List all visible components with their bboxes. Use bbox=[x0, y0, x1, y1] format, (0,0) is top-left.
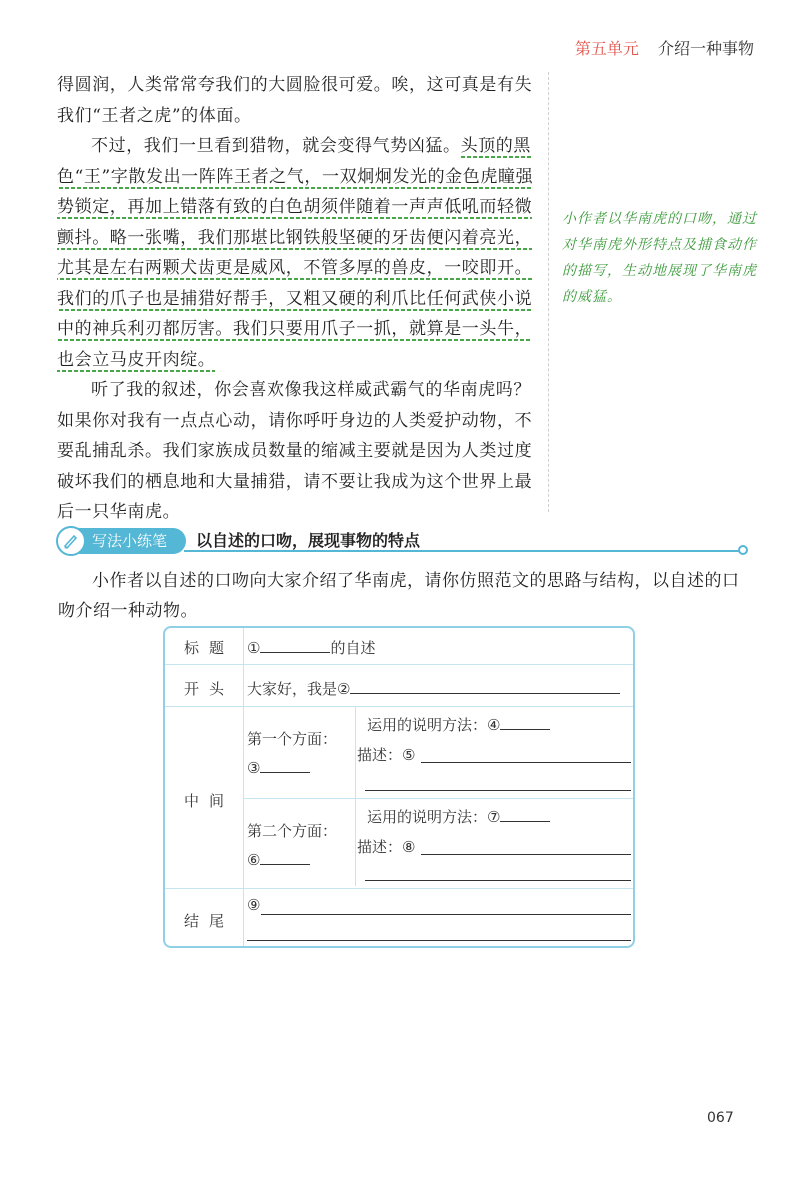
unit-label: 第五单元 bbox=[574, 39, 639, 58]
method-2-label: 运用的说明方法：⑦ bbox=[367, 808, 501, 826]
blank-number: ③ bbox=[247, 759, 261, 777]
blank-number: ① bbox=[247, 639, 261, 657]
paragraph-2-plain: 不过，我们一旦看到猎物，就会变得气势凶猛。 bbox=[91, 136, 461, 156]
ending-blank-2[interactable] bbox=[247, 940, 631, 941]
middle-row-label: 中间 bbox=[183, 792, 234, 810]
badge-label: 写法小练笔 bbox=[92, 532, 168, 550]
method-2-blank[interactable] bbox=[500, 807, 550, 822]
title-suffix: 的自述 bbox=[330, 639, 376, 657]
method-2-field bbox=[367, 806, 550, 827]
page-header bbox=[575, 36, 754, 59]
exercise-prompt bbox=[58, 566, 750, 626]
opening-row-label: 开头 bbox=[183, 680, 234, 698]
aspect-1-blank[interactable] bbox=[260, 758, 310, 773]
opening-blank[interactable] bbox=[350, 679, 620, 694]
pen-icon bbox=[56, 526, 86, 556]
section-heading bbox=[58, 528, 746, 554]
aspect-1-field bbox=[247, 758, 310, 777]
page-number: 067 bbox=[707, 1110, 734, 1126]
description-1-blank-2[interactable] bbox=[365, 790, 631, 791]
article-paragraph-1: 得圆润，人类常常夸我们的大圆脸很可爱。唉，这可真是有失我们“王者之虎”的体面。 bbox=[57, 75, 533, 126]
description-2-blank-2[interactable] bbox=[365, 880, 631, 881]
description-2-label: 描述：⑧ bbox=[357, 838, 416, 856]
title-row-label: 标题 bbox=[183, 639, 234, 657]
description-2-blank[interactable] bbox=[421, 854, 631, 855]
article-paragraph-3: 听了我的叙述，你会喜欢像我这样威武霸气的华南虎吗？如果你对我有一点点心动，请你呼吁身边的人类爱护动物，不要乱捕乱杀。我们家族成员数量的缩减主要就是因为人类过度破坏我们的栖息地和大量捕猎，请不要让我成为这个世界上最后一只华南虎。 bbox=[57, 380, 533, 522]
section-badge bbox=[58, 528, 186, 554]
unit-topic: 介绍一种事物 bbox=[657, 39, 754, 58]
writing-outline-table bbox=[163, 626, 635, 948]
row-divider bbox=[165, 888, 633, 889]
article-body bbox=[57, 70, 535, 528]
section-rule-end-dot bbox=[738, 545, 748, 555]
middle-column-divider bbox=[355, 706, 356, 886]
method-1-field bbox=[367, 714, 550, 735]
title-row-content bbox=[247, 637, 375, 658]
method-1-blank[interactable] bbox=[500, 715, 550, 730]
row-divider bbox=[165, 706, 633, 707]
aspect-2-blank[interactable] bbox=[260, 850, 310, 865]
aspect-2-label: 第二个方面： bbox=[247, 822, 338, 840]
margin-divider bbox=[548, 72, 549, 512]
middle-row-divider bbox=[243, 798, 633, 799]
description-1-blank[interactable] bbox=[421, 762, 631, 763]
ending-row-content bbox=[247, 896, 260, 914]
exercise-prompt-text: 小作者以自述的口吻向大家介绍了华南虎，请你仿照范文的思路与结构，以自述的口吻介绍一种动物。 bbox=[58, 571, 740, 621]
description-1-label: 描述：⑤ bbox=[357, 746, 416, 764]
side-annotation: 小作者以华南虎的口吻，通过对华南虎外形特点及捕食动作的描写，生动地展现了华南虎的威猛。 bbox=[562, 211, 757, 305]
aspect-2-field bbox=[247, 850, 310, 869]
description-1-field bbox=[357, 744, 415, 765]
method-1-label: 运用的说明方法：④ bbox=[367, 716, 501, 734]
description-2-field bbox=[357, 836, 415, 857]
row-divider bbox=[165, 664, 633, 665]
blank-number: ⑥ bbox=[247, 851, 261, 869]
ending-row-label: 结尾 bbox=[183, 912, 234, 930]
highlighted-passage: 头顶的黑色“王”字散发出一阵阵王者之气，一双炯炯发光的金色虎瞳强势锁定，再加上错落有致的白色胡须伴随着一声声低吼而轻微颤抖。略一张嘴，我们那堪比钢铁般坚硬的牙齿便闪着亮光，尤其是左右两颗犬齿更是威风，不管多厚的兽皮，一咬即开。我们的爪子也是捕猎好帮手，又粗又硬的利爪比任何武侠小说中的神兵利刃都厉害。我们只要用爪子一抓，就算是一头牛，也会立马皮开肉绽。 bbox=[57, 136, 534, 370]
aspect-1-label: 第一个方面： bbox=[247, 730, 338, 748]
ending-blank[interactable] bbox=[261, 914, 631, 915]
section-title: 以自述的口吻，展现事物的特点 bbox=[196, 531, 421, 550]
opening-row-content bbox=[247, 678, 620, 699]
opening-text: 大家好，我是② bbox=[247, 680, 351, 698]
column-divider bbox=[243, 628, 244, 946]
article-paragraph-2 bbox=[57, 131, 535, 375]
blank-number: ⑨ bbox=[247, 896, 261, 914]
title-blank[interactable] bbox=[260, 638, 330, 653]
